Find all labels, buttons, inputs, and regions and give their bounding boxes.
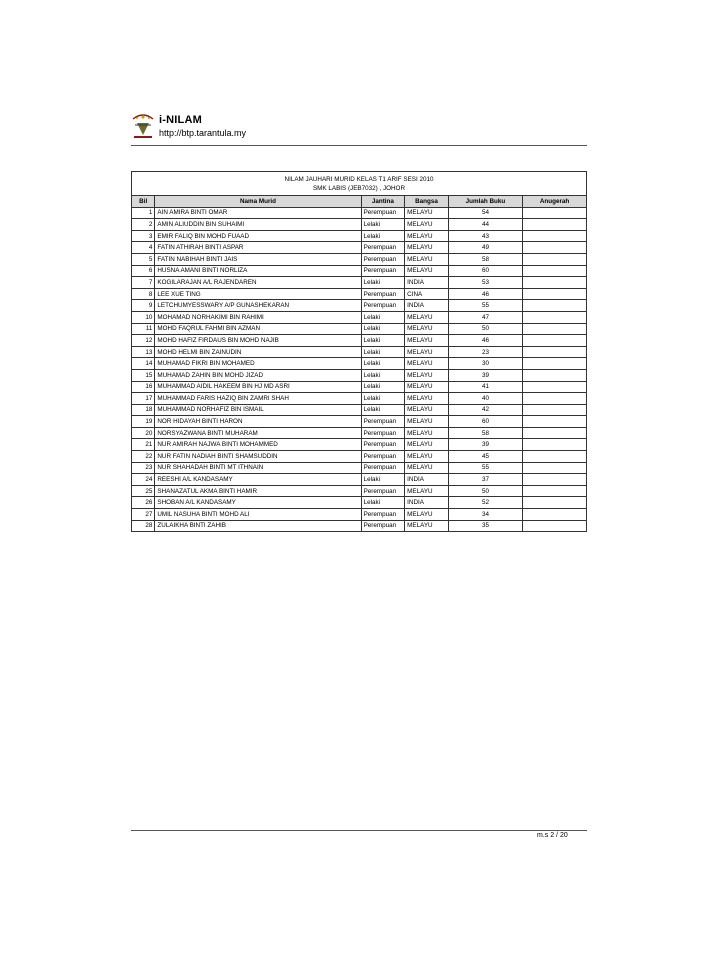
cell-award: [523, 230, 587, 242]
cell-race: MELAYU: [405, 520, 449, 532]
table-row: [132, 207, 587, 219]
cell-book-count: 35: [448, 520, 522, 532]
cell-award: [523, 520, 587, 532]
cell-student-name: MOHD FAQRUL FAHMI BIN AZMAN: [155, 323, 361, 335]
col-header-name: Nama Murid: [155, 196, 361, 208]
cell-race: MELAYU: [405, 346, 449, 358]
cell-bil: 19: [132, 416, 155, 428]
table-row: [132, 381, 587, 393]
cell-race: MELAYU: [405, 265, 449, 277]
col-header-books: Jumlah Buku: [448, 196, 522, 208]
cell-student-name: UMIL NASUHA BINTI MOHD ALI: [155, 509, 361, 521]
cell-race: MELAYU: [405, 230, 449, 242]
cell-bil: 6: [132, 265, 155, 277]
cell-race: MELAYU: [405, 335, 449, 347]
cell-award: [523, 369, 587, 381]
cell-award: [523, 474, 587, 486]
cell-race: MELAYU: [405, 404, 449, 416]
cell-book-count: 43: [448, 230, 522, 242]
cell-award: [523, 462, 587, 474]
cell-race: MELAYU: [405, 369, 449, 381]
cell-student-name: MOHD HAFIZ FIRDAUS BIN MOHD NAJIB: [155, 335, 361, 347]
table-row: [132, 520, 587, 532]
cell-award: [523, 439, 587, 451]
table-row: [132, 346, 587, 358]
cell-book-count: 40: [448, 393, 522, 405]
cell-bil: 21: [132, 439, 155, 451]
cell-gender: Lelaki: [361, 358, 405, 370]
cell-award: [523, 265, 587, 277]
report-title-line1: NILAM JAUHARI MURID KELAS T1 ARIF SESI 2010: [284, 176, 434, 183]
cell-bil: 26: [132, 497, 155, 509]
table-row: [132, 427, 587, 439]
cell-bil: 7: [132, 277, 155, 289]
cell-student-name: AIN AMIRA BINTI OMAR: [155, 207, 361, 219]
cell-award: [523, 404, 587, 416]
cell-race: MELAYU: [405, 485, 449, 497]
cell-book-count: 34: [448, 509, 522, 521]
cell-award: [523, 253, 587, 265]
table-row: [132, 219, 587, 231]
table-row: [132, 358, 587, 370]
cell-gender: Lelaki: [361, 393, 405, 405]
cell-bil: 18: [132, 404, 155, 416]
table-row: [132, 230, 587, 242]
cell-race: MELAYU: [405, 509, 449, 521]
table-row: [132, 311, 587, 323]
cell-student-name: SHANAZATUL AKMA BINTI HAMIR: [155, 485, 361, 497]
cell-book-count: 55: [448, 300, 522, 312]
cell-award: [523, 277, 587, 289]
cell-award: [523, 219, 587, 231]
cell-student-name: KOGILARAJAN A/L RAJENDAREN: [155, 277, 361, 289]
cell-book-count: 44: [448, 219, 522, 231]
cell-book-count: 45: [448, 451, 522, 463]
cell-race: INDIA: [405, 497, 449, 509]
cell-student-name: NORSYAZWANA BINTI MUHARAM: [155, 427, 361, 439]
cell-book-count: 23: [448, 346, 522, 358]
school-crest-icon: [131, 111, 155, 141]
cell-gender: Perempuan: [361, 416, 405, 428]
cell-award: [523, 300, 587, 312]
cell-race: MELAYU: [405, 358, 449, 370]
cell-student-name: FATIN NABIHAH BINTI JAIS: [155, 253, 361, 265]
cell-bil: 10: [132, 311, 155, 323]
column-header-row: [132, 196, 587, 208]
cell-bil: 28: [132, 520, 155, 532]
cell-gender: Perempuan: [361, 207, 405, 219]
cell-student-name: MOHD HELMI BIN ZAINUDIN: [155, 346, 361, 358]
cell-race: MELAYU: [405, 219, 449, 231]
cell-student-name: LEE XUE TING: [155, 288, 361, 300]
cell-race: MELAYU: [405, 323, 449, 335]
cell-award: [523, 393, 587, 405]
cell-bil: 12: [132, 335, 155, 347]
cell-gender: Perempuan: [361, 300, 405, 312]
cell-gender: Lelaki: [361, 311, 405, 323]
cell-student-name: NUR FATIN NADIAH BINTI SHAMSUDDIN: [155, 451, 361, 463]
col-header-race: Bangsa: [405, 196, 449, 208]
table-row: [132, 404, 587, 416]
cell-award: [523, 242, 587, 254]
table-row: [132, 439, 587, 451]
cell-race: MELAYU: [405, 439, 449, 451]
cell-award: [523, 497, 587, 509]
table-row: [132, 265, 587, 277]
cell-student-name: LETCHUMYESSWARY A/P GUNASHEKARAN: [155, 300, 361, 312]
page-header: [131, 111, 587, 147]
cell-gender: Lelaki: [361, 497, 405, 509]
col-header-bil: Bil: [132, 196, 155, 208]
cell-student-name: MUHAMMAD AIDIL HAKEEM BIN HJ MD ASRI: [155, 381, 361, 393]
cell-student-name: REESHI A/L KANDASAMY: [155, 474, 361, 486]
cell-student-name: NUR SHAHADAH BINTI MT ITHNAIN: [155, 462, 361, 474]
table-row: [132, 323, 587, 335]
cell-bil: 9: [132, 300, 155, 312]
cell-student-name: MUHAMMAD FARIS HAZIQ BIN ZAMRI SHAH: [155, 393, 361, 405]
report-title: [132, 172, 587, 196]
cell-bil: 1: [132, 207, 155, 219]
cell-gender: Lelaki: [361, 404, 405, 416]
cell-race: MELAYU: [405, 381, 449, 393]
cell-race: MELAYU: [405, 207, 449, 219]
cell-gender: Lelaki: [361, 335, 405, 347]
cell-student-name: HUSNA AMANI BINTI NORLIZA: [155, 265, 361, 277]
table-row: [132, 369, 587, 381]
cell-award: [523, 323, 587, 335]
cell-gender: Lelaki: [361, 277, 405, 289]
cell-student-name: SHOBAN A/L KANDASAMY: [155, 497, 361, 509]
cell-race: MELAYU: [405, 253, 449, 265]
cell-book-count: 58: [448, 253, 522, 265]
cell-book-count: 58: [448, 427, 522, 439]
cell-award: [523, 485, 587, 497]
cell-race: MELAYU: [405, 416, 449, 428]
cell-award: [523, 381, 587, 393]
cell-student-name: MUHAMAD FIKRI BIN MOHAMED: [155, 358, 361, 370]
cell-student-name: MOHAMAD NORHAKIMI BIN RAHIMI: [155, 311, 361, 323]
cell-bil: 11: [132, 323, 155, 335]
table-row: [132, 497, 587, 509]
cell-book-count: 39: [448, 439, 522, 451]
cell-book-count: 49: [448, 242, 522, 254]
table-row: [132, 277, 587, 289]
cell-race: MELAYU: [405, 311, 449, 323]
cell-book-count: 52: [448, 497, 522, 509]
cell-student-name: NUR AMIRAH NAJWA BINTI MOHAMMED: [155, 439, 361, 451]
cell-gender: Lelaki: [361, 219, 405, 231]
cell-award: [523, 346, 587, 358]
cell-gender: Lelaki: [361, 369, 405, 381]
col-header-award: Anugerah: [523, 196, 587, 208]
cell-book-count: 60: [448, 265, 522, 277]
cell-book-count: 50: [448, 323, 522, 335]
cell-book-count: 46: [448, 335, 522, 347]
cell-race: CINA: [405, 288, 449, 300]
cell-bil: 23: [132, 462, 155, 474]
cell-student-name: EMIR FALIQ BIN MOHD FUAAD: [155, 230, 361, 242]
cell-bil: 15: [132, 369, 155, 381]
cell-gender: Lelaki: [361, 381, 405, 393]
cell-gender: Lelaki: [361, 474, 405, 486]
cell-student-name: AMIN ALIUDDIN BIN SUHAIMI: [155, 219, 361, 231]
header-divider: [131, 145, 587, 146]
cell-race: INDIA: [405, 277, 449, 289]
cell-award: [523, 335, 587, 347]
table-row: [132, 335, 587, 347]
cell-gender: Perempuan: [361, 439, 405, 451]
cell-bil: 13: [132, 346, 155, 358]
cell-book-count: 50: [448, 485, 522, 497]
table-row: [132, 288, 587, 300]
cell-gender: Lelaki: [361, 230, 405, 242]
cell-gender: Lelaki: [361, 346, 405, 358]
cell-gender: Perempuan: [361, 451, 405, 463]
cell-award: [523, 509, 587, 521]
cell-race: INDIA: [405, 474, 449, 486]
cell-bil: 8: [132, 288, 155, 300]
cell-book-count: 55: [448, 462, 522, 474]
cell-bil: 3: [132, 230, 155, 242]
cell-bil: 22: [132, 451, 155, 463]
cell-gender: Perempuan: [361, 265, 405, 277]
cell-book-count: 46: [448, 288, 522, 300]
cell-student-name: MUHAMAD ZAHIN BIN MOHD JIZAD: [155, 369, 361, 381]
table-row: [132, 462, 587, 474]
cell-bil: 5: [132, 253, 155, 265]
cell-award: [523, 416, 587, 428]
cell-bil: 20: [132, 427, 155, 439]
table-row: [132, 242, 587, 254]
col-header-gender: Jantina: [361, 196, 405, 208]
cell-award: [523, 288, 587, 300]
cell-bil: 14: [132, 358, 155, 370]
table-row: [132, 474, 587, 486]
report-title-line2: SMK LABIS (JEB7032) , JOHOR: [312, 185, 406, 192]
cell-book-count: 42: [448, 404, 522, 416]
cell-bil: 17: [132, 393, 155, 405]
cell-race: MELAYU: [405, 393, 449, 405]
cell-award: [523, 427, 587, 439]
table-row: [132, 416, 587, 428]
cell-award: [523, 207, 587, 219]
cell-student-name: NOR HIDAYAH BINTI HARON: [155, 416, 361, 428]
cell-gender: Perempuan: [361, 242, 405, 254]
cell-bil: 16: [132, 381, 155, 393]
student-table: [131, 171, 587, 532]
table-row: [132, 253, 587, 265]
cell-gender: Perempuan: [361, 253, 405, 265]
cell-student-name: FATIN ATHIRAH BINTI ASPAR: [155, 242, 361, 254]
cell-book-count: 54: [448, 207, 522, 219]
table-row: [132, 300, 587, 312]
cell-bil: 27: [132, 509, 155, 521]
cell-race: MELAYU: [405, 427, 449, 439]
cell-book-count: 53: [448, 277, 522, 289]
cell-race: MELAYU: [405, 242, 449, 254]
cell-race: INDIA: [405, 300, 449, 312]
cell-book-count: 47: [448, 311, 522, 323]
cell-race: MELAYU: [405, 451, 449, 463]
brand-title: i-NILAM: [159, 114, 202, 126]
cell-book-count: 39: [448, 369, 522, 381]
cell-award: [523, 311, 587, 323]
table-row: [132, 485, 587, 497]
cell-book-count: 60: [448, 416, 522, 428]
footer-divider: [131, 830, 587, 831]
table-row: [132, 393, 587, 405]
cell-award: [523, 451, 587, 463]
table-row: [132, 509, 587, 521]
cell-book-count: 37: [448, 474, 522, 486]
cell-bil: 4: [132, 242, 155, 254]
cell-book-count: 41: [448, 381, 522, 393]
cell-book-count: 30: [448, 358, 522, 370]
cell-gender: Perempuan: [361, 509, 405, 521]
cell-gender: Perempuan: [361, 427, 405, 439]
table-row: [132, 451, 587, 463]
brand-url[interactable]: http://btp.tarantula.my: [159, 128, 247, 138]
page-number: m.s 2 / 20: [537, 832, 568, 839]
cell-gender: Perempuan: [361, 462, 405, 474]
cell-bil: 24: [132, 474, 155, 486]
cell-student-name: ZULAIKHA BINTI ZAHIB: [155, 520, 361, 532]
cell-race: MELAYU: [405, 462, 449, 474]
cell-student-name: MUHAMMAD NORHAFIZ BIN ISMAIL: [155, 404, 361, 416]
cell-gender: Perempuan: [361, 485, 405, 497]
cell-bil: 25: [132, 485, 155, 497]
cell-bil: 2: [132, 219, 155, 231]
cell-gender: Perempuan: [361, 288, 405, 300]
table-body: [132, 207, 587, 532]
cell-award: [523, 358, 587, 370]
cell-gender: Lelaki: [361, 323, 405, 335]
cell-gender: Perempuan: [361, 520, 405, 532]
